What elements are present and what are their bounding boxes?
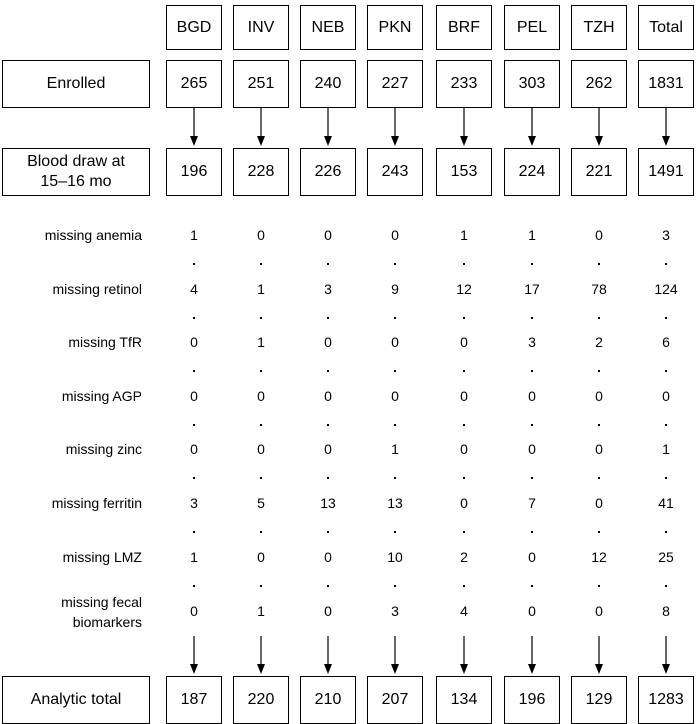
analytic-total-value-brf: 134	[436, 676, 492, 724]
missing-count-cell: 0	[190, 441, 198, 457]
missing-count-cell: 2	[595, 334, 603, 350]
missing-count-cell: 3	[324, 281, 332, 297]
missing-row-label: missing AGP	[61, 388, 142, 404]
separator-dot	[531, 531, 533, 533]
analytic-total-value-total: 1283	[638, 676, 694, 724]
missing-count-cell: 7	[528, 495, 536, 511]
missing-row-label: missing retinol	[52, 281, 142, 297]
separator-dot	[260, 370, 262, 372]
separator-dot	[193, 531, 195, 533]
separator-dot	[193, 317, 195, 319]
enrolled-value-bgd: 265	[166, 60, 222, 108]
missing-count-cell: 25	[658, 549, 674, 565]
blood-draw-label	[2, 148, 150, 196]
separator-dot	[327, 370, 329, 372]
separator-dot	[260, 477, 262, 479]
column-header-neb: NEB	[300, 5, 356, 50]
separator-dot	[665, 263, 667, 265]
separator-dot	[463, 317, 465, 319]
missing-count-cell: 0	[190, 388, 198, 404]
separator-dot	[193, 263, 195, 265]
separator-dot	[531, 477, 533, 479]
missing-row-label-line-1: missing fecal	[61, 594, 142, 610]
missing-count-cell: 0	[595, 603, 603, 619]
column-header-inv: INV	[233, 5, 289, 50]
missing-count-cell: 0	[324, 227, 332, 243]
missing-row-label: missing anemia	[44, 227, 142, 243]
missing-count-cell: 0	[595, 227, 603, 243]
separator-dot	[394, 317, 396, 319]
separator-dot	[598, 263, 600, 265]
separator-dot	[193, 585, 195, 587]
separator-dot	[665, 477, 667, 479]
missing-count-cell: 0	[528, 549, 536, 565]
separator-dot	[531, 424, 533, 426]
missing-count-cell: 0	[324, 549, 332, 565]
separator-dot	[463, 370, 465, 372]
enrolled-value-pel: 303	[504, 60, 560, 108]
separator-dot	[327, 317, 329, 319]
separator-dot	[665, 585, 667, 587]
missing-count-cell: 2	[460, 549, 468, 565]
missing-count-cell: 0	[460, 334, 468, 350]
separator-dot	[598, 531, 600, 533]
missing-count-cell: 0	[528, 441, 536, 457]
missing-count-cell: 12	[456, 281, 472, 297]
missing-count-cell: 1	[257, 281, 265, 297]
analytic-total-value-inv: 220	[233, 676, 289, 724]
blood-draw-label-line-2: 15–16 mo	[40, 173, 112, 190]
separator-dot	[193, 424, 195, 426]
separator-dot	[260, 531, 262, 533]
separator-dot	[598, 477, 600, 479]
separator-dot	[665, 370, 667, 372]
missing-count-cell: 13	[320, 495, 336, 511]
flow-arrowhead	[324, 136, 332, 146]
analytic-total-value-tzh: 129	[571, 676, 627, 724]
missing-count-cell: 1	[460, 227, 468, 243]
missing-count-cell: 0	[324, 441, 332, 457]
missing-count-cell: 10	[387, 549, 403, 565]
missing-row-label: missing zinc	[65, 441, 142, 457]
missing-row-label-line-2: biomarkers	[72, 614, 142, 630]
separator-dot	[463, 531, 465, 533]
column-header-pel: PEL	[504, 5, 560, 50]
missing-count-cell: 3	[391, 603, 399, 619]
missing-count-cell: 3	[190, 495, 198, 511]
blood-draw-value-pel: 224	[504, 148, 560, 196]
missing-row-label	[61, 594, 142, 631]
flow-arrowhead	[662, 136, 670, 146]
missing-count-cell: 41	[658, 495, 674, 511]
missing-count-cell: 0	[595, 441, 603, 457]
missing-count-cell: 0	[595, 495, 603, 511]
missing-count-cell: 1	[190, 549, 198, 565]
separator-dot	[193, 477, 195, 479]
separator-dot	[193, 370, 195, 372]
flow-arrowhead	[460, 136, 468, 146]
missing-count-cell: 0	[460, 495, 468, 511]
separator-dot	[463, 477, 465, 479]
separator-dot	[260, 263, 262, 265]
enrolled-label	[2, 60, 150, 108]
missing-count-cell: 0	[324, 334, 332, 350]
enrolled-value-brf: 233	[436, 60, 492, 108]
missing-count-cell: 13	[387, 495, 403, 511]
blood-draw-value-pkn: 243	[367, 148, 423, 196]
separator-dot	[531, 370, 533, 372]
flow-arrowhead	[190, 136, 198, 146]
missing-count-cell: 0	[257, 227, 265, 243]
missing-count-cell: 4	[190, 281, 198, 297]
flow-arrowhead	[662, 664, 670, 674]
missing-count-cell: 0	[257, 388, 265, 404]
column-header-brf: BRF	[436, 5, 492, 50]
missing-count-cell: 0	[460, 441, 468, 457]
enrolled-value-total: 1831	[638, 60, 694, 108]
separator-dot	[327, 585, 329, 587]
missing-count-cell: 12	[591, 549, 607, 565]
missing-count-cell: 0	[662, 388, 670, 404]
missing-count-cell: 0	[324, 388, 332, 404]
missing-count-cell: 3	[662, 227, 670, 243]
flow-arrowhead	[595, 664, 603, 674]
analytic-total-label	[2, 676, 150, 724]
missing-count-cell: 0	[190, 603, 198, 619]
missing-count-cell: 5	[257, 495, 265, 511]
flow-arrowhead	[528, 136, 536, 146]
missing-count-cell: 124	[654, 281, 678, 297]
separator-dot	[598, 585, 600, 587]
flow-arrowhead	[528, 664, 536, 674]
missing-count-cell: 0	[257, 441, 265, 457]
flow-arrowhead	[391, 136, 399, 146]
separator-dot	[531, 263, 533, 265]
separator-dot	[327, 263, 329, 265]
separator-dot	[394, 424, 396, 426]
missing-count-cell: 78	[591, 281, 607, 297]
missing-row-label: missing ferritin	[51, 495, 142, 511]
separator-dot	[598, 370, 600, 372]
separator-dot	[394, 477, 396, 479]
flow-arrowhead	[257, 664, 265, 674]
column-header-bgd: BGD	[166, 5, 222, 50]
missing-count-cell: 9	[391, 281, 399, 297]
separator-dot	[394, 585, 396, 587]
separator-dot	[260, 585, 262, 587]
missing-count-cell: 1	[257, 334, 265, 350]
flow-arrowhead	[595, 136, 603, 146]
blood-draw-value-inv: 228	[233, 148, 289, 196]
separator-dot	[598, 317, 600, 319]
missing-count-cell: 0	[460, 388, 468, 404]
separator-dot	[665, 424, 667, 426]
blood-draw-value-total: 1491	[638, 148, 694, 196]
analytic-total-label-line-1: Analytic total	[30, 691, 122, 708]
missing-count-cell: 0	[391, 227, 399, 243]
separator-dot	[260, 424, 262, 426]
enrolled-value-tzh: 262	[571, 60, 627, 108]
missing-count-cell: 3	[528, 334, 536, 350]
missing-count-cell: 0	[528, 388, 536, 404]
missing-count-cell: 1	[528, 227, 536, 243]
separator-dot	[463, 263, 465, 265]
separator-dot	[531, 585, 533, 587]
separator-dot	[598, 424, 600, 426]
missing-count-cell: 8	[662, 603, 670, 619]
blood-draw-value-brf: 153	[436, 148, 492, 196]
enrolled-value-pkn: 227	[367, 60, 423, 108]
blood-draw-value-tzh: 221	[571, 148, 627, 196]
enrolled-value-neb: 240	[300, 60, 356, 108]
missing-count-cell: 0	[324, 603, 332, 619]
separator-dot	[327, 424, 329, 426]
separator-dot	[394, 370, 396, 372]
separator-dot	[665, 531, 667, 533]
missing-count-cell: 1	[257, 603, 265, 619]
blood-draw-label-line-1: Blood draw at	[27, 153, 125, 170]
missing-count-cell: 0	[190, 334, 198, 350]
missing-count-cell: 6	[662, 334, 670, 350]
analytic-total-value-neb: 210	[300, 676, 356, 724]
column-header-tzh: TZH	[571, 5, 627, 50]
missing-row-label: missing TfR	[68, 334, 142, 350]
missing-count-cell: 1	[662, 441, 670, 457]
blood-draw-value-bgd: 196	[166, 148, 222, 196]
missing-count-cell: 0	[595, 388, 603, 404]
column-header-pkn: PKN	[367, 5, 423, 50]
separator-dot	[531, 317, 533, 319]
enrolled-value-inv: 251	[233, 60, 289, 108]
separator-dot	[665, 317, 667, 319]
flow-arrowhead	[324, 664, 332, 674]
separator-dot	[463, 585, 465, 587]
flow-arrowhead	[190, 664, 198, 674]
separator-dot	[327, 531, 329, 533]
separator-dot	[327, 477, 329, 479]
missing-count-cell: 1	[190, 227, 198, 243]
flow-arrowhead	[257, 136, 265, 146]
missing-count-cell: 17	[524, 281, 540, 297]
missing-row-label: missing LMZ	[62, 549, 142, 565]
flow-arrowhead	[460, 664, 468, 674]
separator-dot	[394, 531, 396, 533]
analytic-total-value-pel: 196	[504, 676, 560, 724]
flow-arrowhead	[391, 664, 399, 674]
analytic-total-value-pkn: 207	[367, 676, 423, 724]
separator-dot	[463, 424, 465, 426]
enrolled-label-line-1: Enrolled	[46, 75, 106, 92]
missing-count-cell: 4	[460, 603, 468, 619]
missing-count-cell: 0	[528, 603, 536, 619]
missing-count-cell: 1	[391, 441, 399, 457]
separator-dot	[260, 317, 262, 319]
column-header-total: Total	[638, 5, 694, 50]
missing-count-cell: 0	[391, 334, 399, 350]
blood-draw-value-neb: 226	[300, 148, 356, 196]
missing-count-cell: 0	[391, 388, 399, 404]
missing-count-cell: 0	[257, 549, 265, 565]
analytic-total-value-bgd: 187	[166, 676, 222, 724]
separator-dot	[394, 263, 396, 265]
